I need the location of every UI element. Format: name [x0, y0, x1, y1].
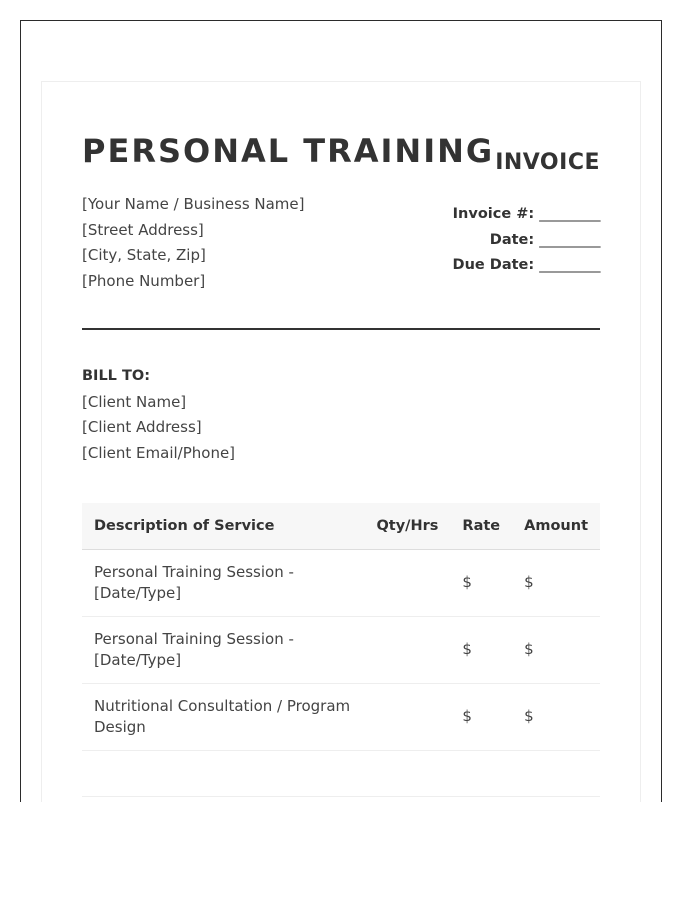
- invoice-number-label: Invoice #:: [452, 206, 535, 222]
- client-contact: [Client Email/Phone]: [82, 443, 236, 462]
- row-amount: $: [512, 616, 600, 683]
- sender-city: [City, State, Zip]: [82, 246, 206, 264]
- row-rate: [450, 750, 512, 796]
- column-header-amount: Amount: [524, 517, 588, 534]
- row-qty: [364, 750, 450, 796]
- services-table: [82, 503, 600, 797]
- invoice-date-label: Date:: [489, 231, 535, 248]
- bill-to-section: [82, 364, 235, 466]
- column-header-rate: Rate: [462, 517, 501, 534]
- row-qty: [364, 549, 450, 616]
- due-date-field[interactable]: _________: [539, 257, 600, 273]
- row-amount: $: [512, 549, 600, 616]
- table-header-row: [82, 503, 600, 549]
- invoice-label: INVOICE: [495, 150, 600, 175]
- row-rate: $: [450, 549, 512, 616]
- column-header-qty: Qty/Hrs: [376, 517, 439, 534]
- invoice-meta: [453, 202, 600, 279]
- sender-street: [Street Address]: [82, 220, 204, 239]
- row-description: Personal Training Session - [Date/Type]: [82, 616, 364, 683]
- row-amount: [512, 750, 600, 796]
- row-amount: $: [512, 683, 600, 750]
- client-address: [Client Address]: [82, 418, 202, 436]
- table-row: [82, 750, 600, 796]
- sender-phone: [Phone Number]: [82, 271, 206, 290]
- invoice-date-row: [453, 228, 600, 254]
- row-description: Nutritional Consultation / Program Design: [82, 683, 364, 750]
- table-row: [82, 549, 600, 616]
- row-rate: $: [450, 616, 512, 683]
- invoice-page: [41, 81, 641, 802]
- bill-to-heading: BILL TO:: [82, 368, 150, 384]
- client-name: [Client Name]: [82, 392, 187, 411]
- due-date-row: [453, 253, 600, 279]
- row-rate: $: [450, 683, 512, 750]
- row-qty: [364, 616, 450, 683]
- table-row: [82, 616, 600, 683]
- row-description: Personal Training Session - [Date/Type]: [82, 549, 364, 616]
- row-qty: [364, 683, 450, 750]
- row-description: [82, 750, 364, 796]
- invoice-number-field[interactable]: _________: [539, 206, 600, 222]
- header-divider: [82, 328, 600, 330]
- page-title: PERSONAL TRAINING: [82, 132, 495, 170]
- invoice-number-row: [453, 202, 600, 228]
- sender-address: [82, 192, 305, 294]
- column-header-description: Description of Service: [94, 517, 275, 534]
- window-frame: [20, 20, 662, 802]
- sender-name: [Your Name / Business Name]: [82, 195, 305, 213]
- invoice-date-field[interactable]: _________: [539, 231, 600, 248]
- table-row: [82, 683, 600, 750]
- due-date-label: Due Date:: [452, 257, 535, 273]
